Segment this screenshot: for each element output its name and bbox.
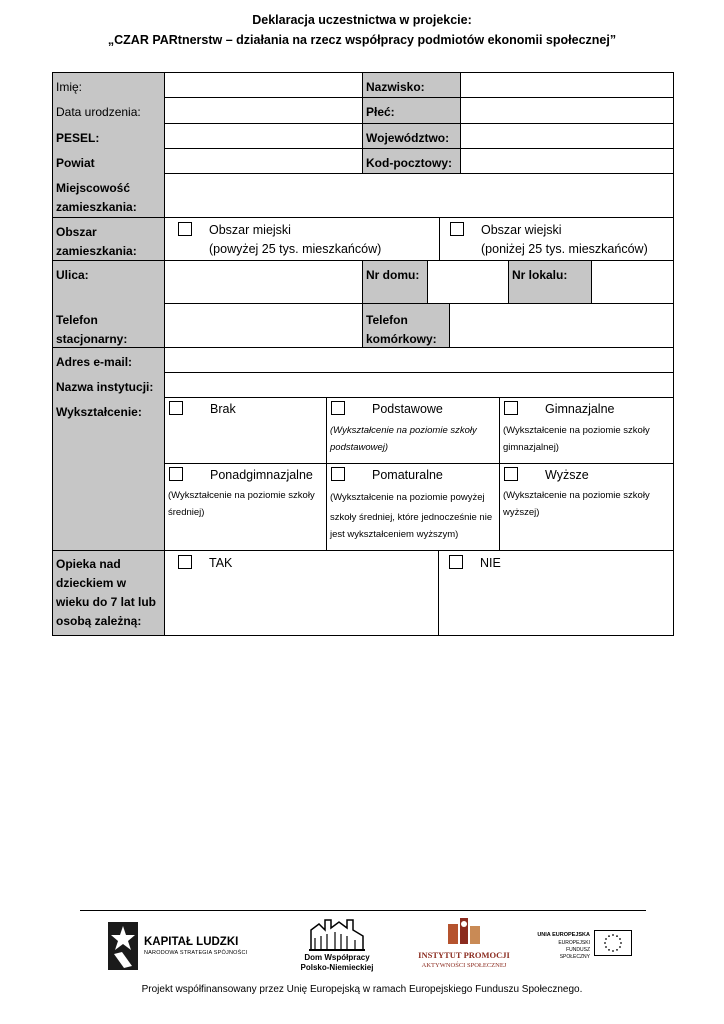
form-title-line2: „CZAR PARtnerstw – działania na rzecz współpracy podmiotów ekonomii społecznej” — [107, 33, 617, 47]
footer-divider — [80, 910, 646, 911]
label-powiat: Powiat — [52, 148, 164, 173]
input-email[interactable] — [164, 347, 673, 372]
input-telefon-komorkowy[interactable] — [449, 303, 673, 347]
opieka-nie-checkbox[interactable] — [449, 555, 463, 569]
opieka-nie-label: NIE — [480, 556, 501, 570]
input-pesel[interactable] — [164, 123, 362, 148]
edu-ponadgimnazjalne-checkbox[interactable] — [169, 467, 183, 481]
opieka-tak-label: TAK — [209, 556, 233, 570]
label-kod-pocztowy: Kod-pocztowy: — [362, 148, 460, 173]
edu-ponadgimnazjalne-note-1: (Wykształcenie na poziomie szkoły — [168, 490, 315, 501]
input-telefon-stacjonarny[interactable] — [164, 303, 362, 347]
form-title-line1: Deklaracja uczestnictwa w projekcie: — [252, 13, 472, 27]
edu-pomaturalne-label: Pomaturalne — [372, 468, 443, 482]
label-plec: Płeć: — [362, 97, 460, 123]
kapital-ludzki-subtitle: NARODOWA STRATEGIA SPÓJNOŚCI — [144, 950, 248, 956]
input-miejscowosc[interactable] — [164, 173, 673, 217]
edu-pomaturalne-note-2: szkoły średniej, które jednocześnie nie — [330, 512, 493, 523]
input-powiat[interactable] — [164, 148, 362, 173]
input-wojewodztwo[interactable] — [460, 123, 673, 148]
edu-gimnazjalne-label: Gimnazjalne — [545, 402, 615, 416]
dom-wspolpracy-line1: Dom Współpracy — [304, 953, 370, 962]
opieka-tak-checkbox[interactable] — [178, 555, 192, 569]
input-nr-domu[interactable] — [427, 260, 508, 303]
input-plec[interactable] — [460, 97, 673, 123]
label-telefon-stacjonarny: Telefon stacjonarny: — [52, 303, 164, 347]
kapital-ludzki-logo — [108, 922, 268, 970]
ue-line1: UNIA EUROPEJSKA — [537, 932, 590, 938]
dom-wspolpracy-icon — [307, 916, 367, 952]
unia-europejska-logo — [536, 930, 636, 960]
instytut-promocji-logo — [414, 914, 514, 972]
label-miejscowosc: Miejscowość zamieszkania: — [52, 173, 164, 217]
input-imie[interactable] — [164, 72, 362, 97]
input-ulica[interactable] — [164, 260, 362, 303]
label-pesel: PESEL: — [52, 123, 164, 148]
edu-podstawowe-checkbox[interactable] — [331, 401, 345, 415]
input-instytucja[interactable] — [164, 372, 673, 397]
edu-gimnazjalne-checkbox[interactable] — [504, 401, 518, 415]
label-instytucja: Nazwa instytucji: — [52, 372, 164, 397]
input-nazwisko[interactable] — [460, 72, 673, 97]
edu-wyzsze-label: Wyższe — [545, 468, 589, 482]
obszar-miejski-label: Obszar miejski — [209, 223, 291, 237]
label-wojewodztwo: Województwo: — [362, 123, 460, 148]
dom-wspolpracy-line2: Polsko-Niemieckiej — [300, 963, 374, 972]
label-nr-lokalu: Nr lokalu: — [508, 260, 591, 303]
instytut-promocji-line2: AKTYWNOŚCI SPOŁECZNEJ — [421, 962, 507, 969]
label-nr-domu: Nr domu: — [362, 260, 427, 303]
label-ulica: Ulica: — [52, 260, 164, 303]
edu-brak-label: Brak — [210, 402, 236, 416]
edu-pomaturalne-note-3: jest wykształceniem wyższym) — [330, 529, 459, 540]
eu-flag-icon — [594, 930, 632, 956]
edu-pomaturalne-note-1: (Wykształcenie na poziomie powyżej — [330, 492, 485, 503]
label-nazwisko: Nazwisko: — [362, 72, 460, 97]
label-imie: Imię: — [52, 72, 164, 97]
edu-podstawowe-note-1: (Wykształcenie na poziomie szkoły — [330, 425, 477, 436]
dom-wspolpracy-logo — [298, 914, 376, 976]
edu-gimnazjalne-note-1: (Wykształcenie na poziomie szkoły — [503, 425, 650, 436]
edu-wyzsze-checkbox[interactable] — [504, 467, 518, 481]
label-email: Adres e-mail: — [52, 347, 164, 372]
obszar-wiejski-note: (poniżej 25 tys. mieszkańców) — [481, 242, 648, 256]
footer-text: Projekt współfinansowany przez Unię Europejską w ramach Europejskiego Funduszu Społecznego. — [141, 984, 583, 995]
label-obszar: Obszar zamieszkania: — [52, 217, 164, 260]
edu-ponadgimnazjalne-label: Ponadgimnazjalne — [210, 468, 313, 482]
edu-gimnazjalne-note-2: gimnazjalnej) — [503, 442, 559, 453]
obszar-wiejski-checkbox[interactable] — [450, 222, 464, 236]
edu-ponadgimnazjalne-note-2: średniej) — [168, 507, 205, 518]
obszar-miejski-note: (powyżej 25 tys. mieszkańców) — [209, 242, 382, 256]
edu-wyzsze-note-2: wyższej) — [503, 507, 540, 518]
obszar-miejski-checkbox[interactable] — [178, 222, 192, 236]
label-telefon-komorkowy: Telefon komórkowy: — [362, 303, 449, 347]
kapital-ludzki-title: KAPITAŁ LUDZKI — [144, 936, 239, 948]
edu-podstawowe-label: Podstawowe — [372, 402, 443, 416]
input-nr-lokalu[interactable] — [591, 260, 673, 303]
ue-line2: EUROPEJSKI — [558, 940, 590, 946]
instytut-promocji-line1: INSTYTUT PROMOCJI — [418, 950, 510, 960]
kapital-ludzki-icon — [108, 922, 138, 970]
label-data-urodzenia: Data urodzenia: — [52, 97, 164, 123]
label-opieka: Opieka nad dzieckiem w wieku do 7 lat lub osobą zależną: — [52, 550, 164, 635]
obszar-wiejski-label: Obszar wiejski — [481, 223, 562, 237]
input-kod-pocztowy[interactable] — [460, 148, 673, 173]
edu-podstawowe-note-2: podstawowej) — [330, 442, 389, 453]
label-wyksztalcenie: Wykształcenie: — [52, 397, 164, 550]
input-data-urodzenia[interactable] — [164, 97, 362, 123]
instytut-promocji-icon — [447, 916, 481, 946]
edu-pomaturalne-checkbox[interactable] — [331, 467, 345, 481]
ue-line3: FUNDUSZ SPOŁECZNY — [559, 947, 590, 960]
edu-wyzsze-note-1: (Wykształcenie na poziomie szkoły — [503, 490, 650, 501]
edu-brak-checkbox[interactable] — [169, 401, 183, 415]
